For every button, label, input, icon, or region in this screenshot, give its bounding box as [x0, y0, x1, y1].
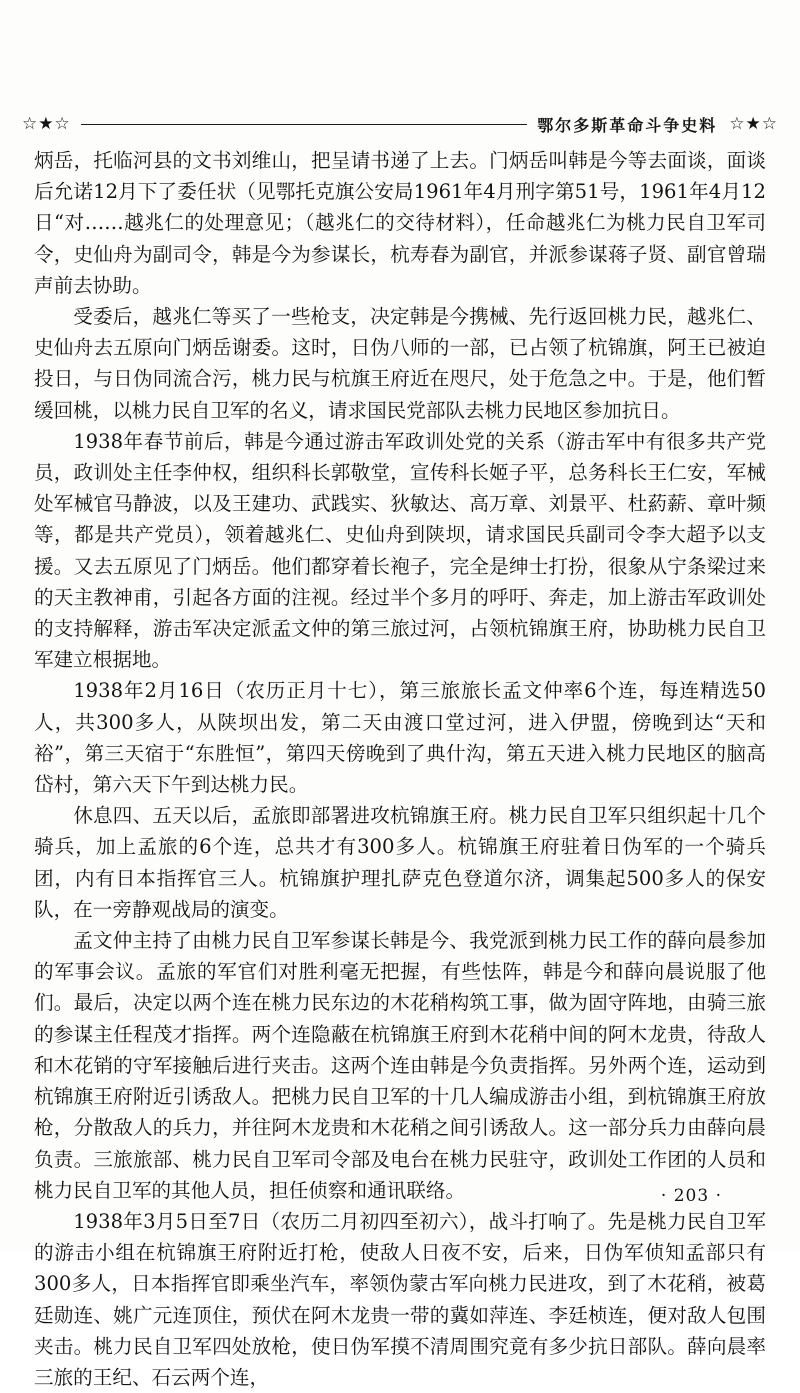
paragraph: 受委后，越兆仁等买了一些枪支，决定韩是今携械、先行返回桃力民，越兆仁、史仙舟去五原向门炳岳谢委。这时，日伪八师的一部，已占领了杭锦旗，阿王已被迫投日，与日伪同流合污，桃力民与杭旗王府近在咫尺，处于危急之中。于是，他们暂缓回桃，以桃力民自卫军的名义，请求国民党部队去桃力民地区参加抗日。: [34, 305, 766, 422]
header-rule: [81, 124, 528, 125]
paragraph: 1938年2月16日（农历正月十七），第三旅旅长孟文仲率6个连，每连精选50人，共300多人，从陕坝出发，第二天由渡口堂过河，进入伊盟，傍晚到达“天和裕”，第三天宿于“东胜恒”，第四天傍晚到了典什沟，第五天进入桃力民地区的脑高岱村，第六天下午到达桃力民。: [34, 679, 766, 797]
header-left-stars: ☆★☆: [22, 113, 71, 134]
header-title: 鄂尔多斯革命斗争史料: [537, 115, 718, 135]
running-header: [22, 110, 778, 138]
paragraph: 孟文仲主持了由桃力民自卫军参谋长韩是今、我党派到桃力民工作的薛向晨参加的军事会议。孟旅的军官们对胜利毫无把握，有些怯阵，韩是今和薛向晨说服了他们。最后，决定以两个连在桃力民东边的木花稍构筑工事，做为固守阵地，由骑三旅的参谋主任程茂才指挥。两个连隐蔽在杭锦旗王府到木花稍中间的阿木龙贵，待敌人和木花销的守军接触后进行夹击。这两个连由韩是今负责指挥。另外两个连，运动到杭锦旗王府附近引诱敌人。把桃力民自卫军的十几人编成游击小组，到杭锦旗王府放枪，分散敌人的兵力，并往阿木龙贵和木花稍之间引诱敌人。这一部分兵力由薛向晨负责。三旅旅部、桃力民自卫军司令部及电台在桃力民驻守，政训处工作团的人员和桃力民自卫军的其他人员，担任侦察和通讯联络。: [34, 929, 766, 1202]
paragraph-continued: 炳岳，托临河县的文书刘维山，把呈请书递了上去。门炳岳叫韩是今等去面谈，面谈后允诺12月下了委任状（见鄂托克旗公安局1961年4月刑字第51号，1961年4月12日“对……越兆仁的处理意见；（越兆仁的交待材料），任命越兆仁为桃力民自卫军司令，史仙舟为副司令，韩是今为参谋长，杭寿春为副官，并派参谋蒋子贤、副官曾瑞声前去协助。: [34, 149, 766, 297]
paragraph: 1938年3月5日至7日（农历二月初四至初六），战斗打响了。先是桃力民自卫军的游击小组在杭锦旗王府附近打枪，使敌人日夜不安，后来，日伪军侦知孟部只有300多人，日本指挥官即乘坐汽车，率领伪蒙古军向桃力民进攻，到了木花稍，被葛廷勋连、姚广元连顶住，预伏在阿木龙贵一带的冀如萍连、李廷桢连，便对敌人包围夹击。桃力民自卫军四处放枪，使日伪军摸不清周围究竟有多少抗日部队。薛向晨率三旅的王纪、石云两个连，: [34, 1209, 766, 1389]
paragraph: 休息四、五天以后，孟旅即部署进攻杭锦旗王府。桃力民自卫军只组织起十几个骑兵，加上孟旅的6个连，总共才有300多人。杭锦旗王府驻着日伪军的一个骑兵团，内有日本指挥官三人。杭锦旗护理扎萨克色登道尔济，调集起500多人的保安队，在一旁静观战局的演变。: [34, 804, 766, 921]
header-right-stars: ☆★☆: [729, 113, 778, 134]
page-number: · 203 ·: [660, 1186, 722, 1206]
paragraph: 1938年春节前后，韩是今通过游击军政训处党的关系（游击军中有很多共产党员，政训处主任李仲权，组织科长郭敬堂，宣传科长姬子平，总务科长王仁安，军械处军械官马静波，以及王建功、武践实、狄敏达、高万章、刘景平、杜葯薪、章叶频等，都是共产党员），领着越兆仁、史仙舟到陕坝，请求国民兵副司令李大超予以支援。又去五原见了门炳岳。他们都穿着长袍子，完全是绅士打扮，很象从宁条梁过来的天主教神甫，引起各方面的注视。经过半个多月的呼吁、奔走，加上游击军政训处的支持解释，游击军决定派孟文仲的第三旅过河，占领杭锦旗王府，协助桃力民自卫军建立根据地。: [34, 429, 766, 672]
body-text: [34, 145, 766, 1393]
